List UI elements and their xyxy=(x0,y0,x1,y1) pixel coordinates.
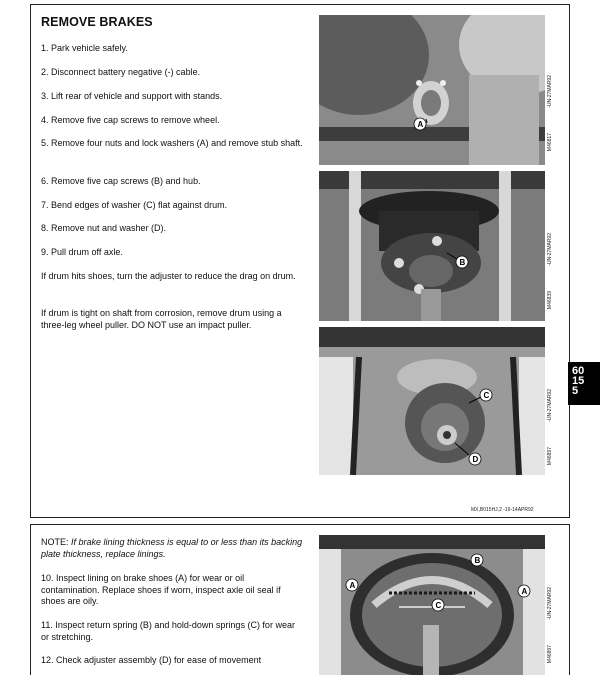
callout-c xyxy=(432,599,444,611)
callout-a xyxy=(414,118,426,130)
photo-hub xyxy=(319,171,545,321)
section-tab xyxy=(568,362,600,405)
callout-b xyxy=(456,256,468,268)
drag-note: If drum hits shoes, turn the adjuster to reduce the drag on drum. xyxy=(41,271,296,281)
svg-text:B: B xyxy=(474,556,481,565)
step-8: 8. Remove nut and washer (D). xyxy=(41,223,167,233)
callout-a-left xyxy=(346,579,358,591)
tab-line-3: 5 xyxy=(572,385,579,397)
photo-2-date-code: -UN-27MAR92 xyxy=(547,233,553,266)
svg-text:B: B xyxy=(459,258,466,267)
step-10: 10. Inspect lining on brake shoes (A) for wear or oil contamination. Replace shoes if worn, inspect axle oil seal if shoes are oily. xyxy=(41,573,281,606)
photo-3-date-code: -UN-27MAR92 xyxy=(547,389,553,422)
lining-note xyxy=(41,537,303,560)
photo-2-id: M46839 xyxy=(547,291,553,310)
step-5: 5. Remove four nuts and lock washers (A) and remove stub shaft. xyxy=(41,138,303,148)
svg-text:D: D xyxy=(472,455,479,464)
callout-a-right xyxy=(518,585,530,597)
callout-c xyxy=(480,389,492,401)
callout-d xyxy=(469,453,481,465)
photo-4-date-code: -UN-27MAR92 xyxy=(547,587,553,620)
svg-text:A: A xyxy=(417,120,424,129)
step-9: 9. Pull drum off axle. xyxy=(41,247,123,257)
svg-text:C: C xyxy=(483,391,490,400)
procedure-panel-inspect xyxy=(30,524,570,675)
photo-brake-shoes xyxy=(319,535,545,675)
photo-drum xyxy=(319,327,545,475)
svg-text:C: C xyxy=(435,601,442,610)
note-text: If brake lining thickness is equal to or less than its backing plate thickness, replace linings. xyxy=(41,537,303,559)
photo-1-id: M46817 xyxy=(547,133,553,152)
photo-1-date-code: -UN-27MAR92 xyxy=(547,75,553,108)
photo-stub-shaft xyxy=(319,15,545,165)
tab-line-2: 15 xyxy=(572,375,585,387)
callout-b xyxy=(471,554,483,566)
svg-text:A: A xyxy=(349,581,356,590)
step-12: 12. Check adjuster assembly (D) for ease of movement xyxy=(41,655,262,665)
svg-text:A: A xyxy=(521,587,528,596)
photo-3-id: M46897 xyxy=(547,447,553,466)
step-7: 7. Bend edges of washer (C) flat against drum. xyxy=(41,200,228,210)
step-4: 4. Remove five cap screws to remove wheel. xyxy=(41,115,220,125)
procedure-panel-remove-brakes xyxy=(30,4,570,518)
note-label: NOTE: xyxy=(41,537,69,547)
section-title: REMOVE BRAKES xyxy=(41,15,153,29)
document-code: MX,B015HJ,2 -19-14APR92 xyxy=(471,507,534,513)
tab-line-1: 60 xyxy=(572,365,585,377)
corrosion-note: If drum is tight on shaft from corrosion, remove drum using a three-leg wheel puller. DO NOT use an impact puller. xyxy=(41,308,282,330)
step-11: 11. Inspect return spring (B) and hold-down springs (C) for wear or stretching. xyxy=(41,620,295,642)
photo-4-id: M46897 xyxy=(547,645,553,664)
step-2: 2. Disconnect battery negative (-) cable. xyxy=(41,67,201,77)
step-6: 6. Remove five cap screws (B) and hub. xyxy=(41,176,201,186)
step-1: 1. Park vehicle safely. xyxy=(41,43,128,53)
step-3: 3. Lift rear of vehicle and support with stands. xyxy=(41,91,223,101)
